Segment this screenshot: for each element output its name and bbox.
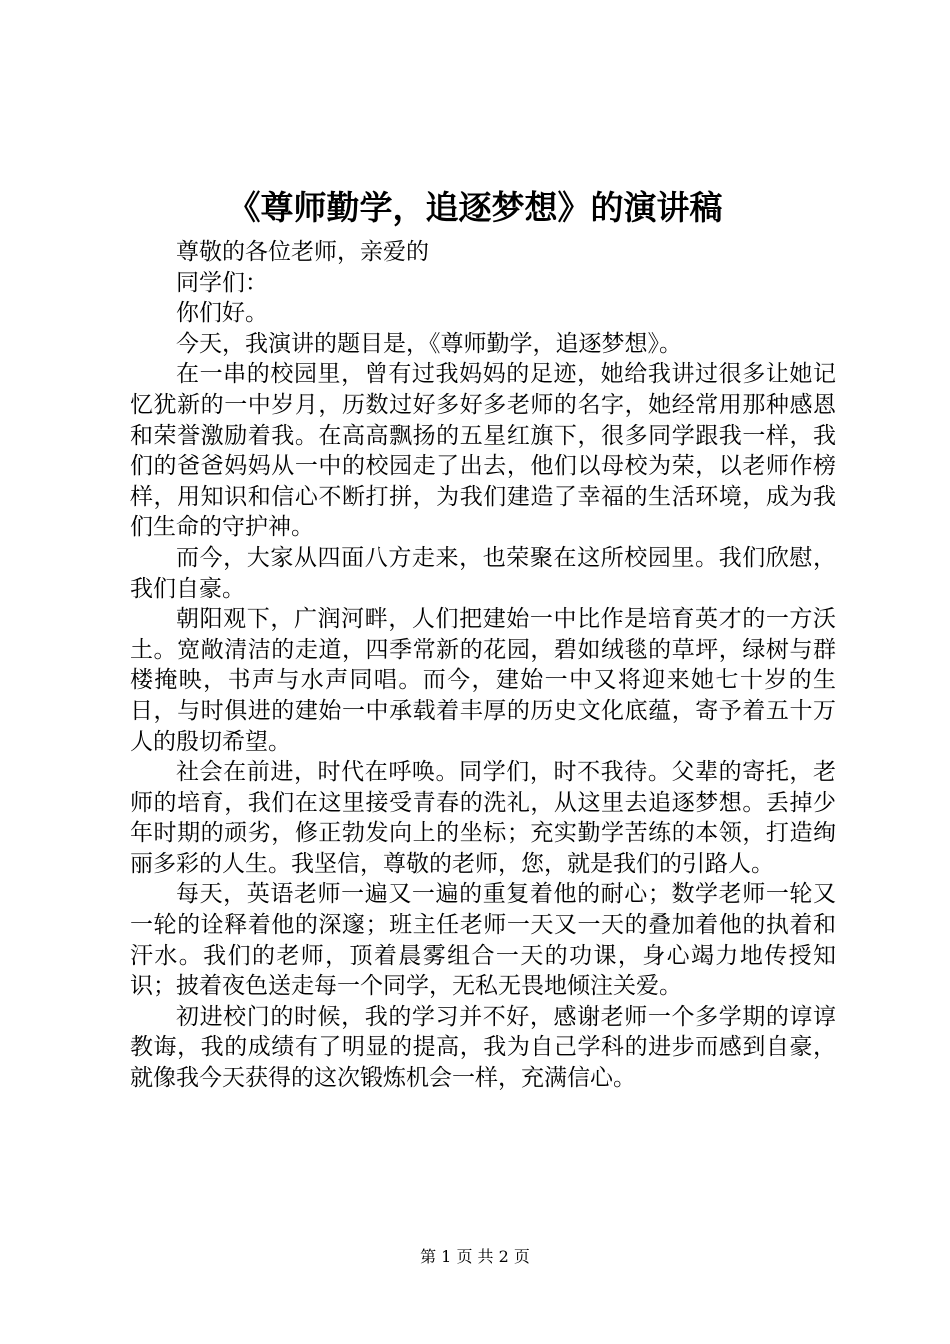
speech-body (130, 237, 836, 1094)
page-title: 《尊师勤学，追逐梦想》的演讲稿 (227, 188, 723, 227)
paragraph-salutation-students: 同学们： (176, 269, 268, 296)
paragraph: 每天，英语老师一遍又一遍的重复着他的耐心；数学老师一轮又一轮的诠释着他的深邃；班主任老师一天又一天的叠加着他的执着和汗水。我们的老师，顶着晨雾组合一天的功课，身心竭力地传授知识；披着夜色送走每一个同学，无私无畏地倾注关爱。 (130, 881, 836, 1000)
paragraph-greeting: 你们好。 (176, 300, 268, 327)
paragraph: 而今，大家从四面八方走来，也荣聚在这所校园里。我们欣慰，我们自豪。 (130, 544, 836, 602)
paragraph: 初进校门的时候，我的学习并不好，感谢老师一个多学期的谆谆教诲，我的成绩有了明显的提高，我为自己学科的进步而感到自豪，就像我今天获得的这次锻炼机会一样，充满信心。 (130, 1003, 836, 1092)
paragraph: 在一串的校园里，曾有过我妈妈的足迹，她给我讲过很多让她记忆犹新的一中岁月，历数过好多好多老师的名字，她经常用那种感恩和荣誉激励着我。在高高飘扬的五星红旗下，很多同学跟我一样，我们的爸爸妈妈从一中的校园走了出去，他们以母校为荣，以老师作榜样，用知识和信心不断打拼，为我们建造了幸福的生活环境，成为我们生命的守护神。 (130, 361, 836, 541)
paragraph: 社会在前进，时代在呼唤。同学们，时不我待。父辈的寄托，老师的培育，我们在这里接受青春的洗礼，从这里去追逐梦想。丢掉少年时期的顽劣，修正勃发向上的坐标；充实勤学苦练的本领，打造绚丽多彩的人生。我坚信，尊敬的老师，您，就是我们的引路人。 (130, 759, 836, 877)
paragraph-salutation: 尊敬的各位老师，亲爱的 (176, 239, 429, 265)
paragraph-topic: 今天，我演讲的题目是，《尊师勤学，追逐梦想》。 (176, 330, 682, 357)
paragraph: 朝阳观下，广润河畔，人们把建始一中比作是培育英才的一方沃土。宽敞清洁的走道，四季常新的花园，碧如绒毯的草坪，绿树与群楼掩映，书声与水声同唱。而今，建始一中又将迎来她七十岁的生日，与时俱进的建始一中承载着丰厚的历史文化底蕴，寄予着五十万人的殷切希望。 (130, 606, 836, 755)
page-number-footer: 第 1 页 共 2 页 (420, 1247, 530, 1266)
